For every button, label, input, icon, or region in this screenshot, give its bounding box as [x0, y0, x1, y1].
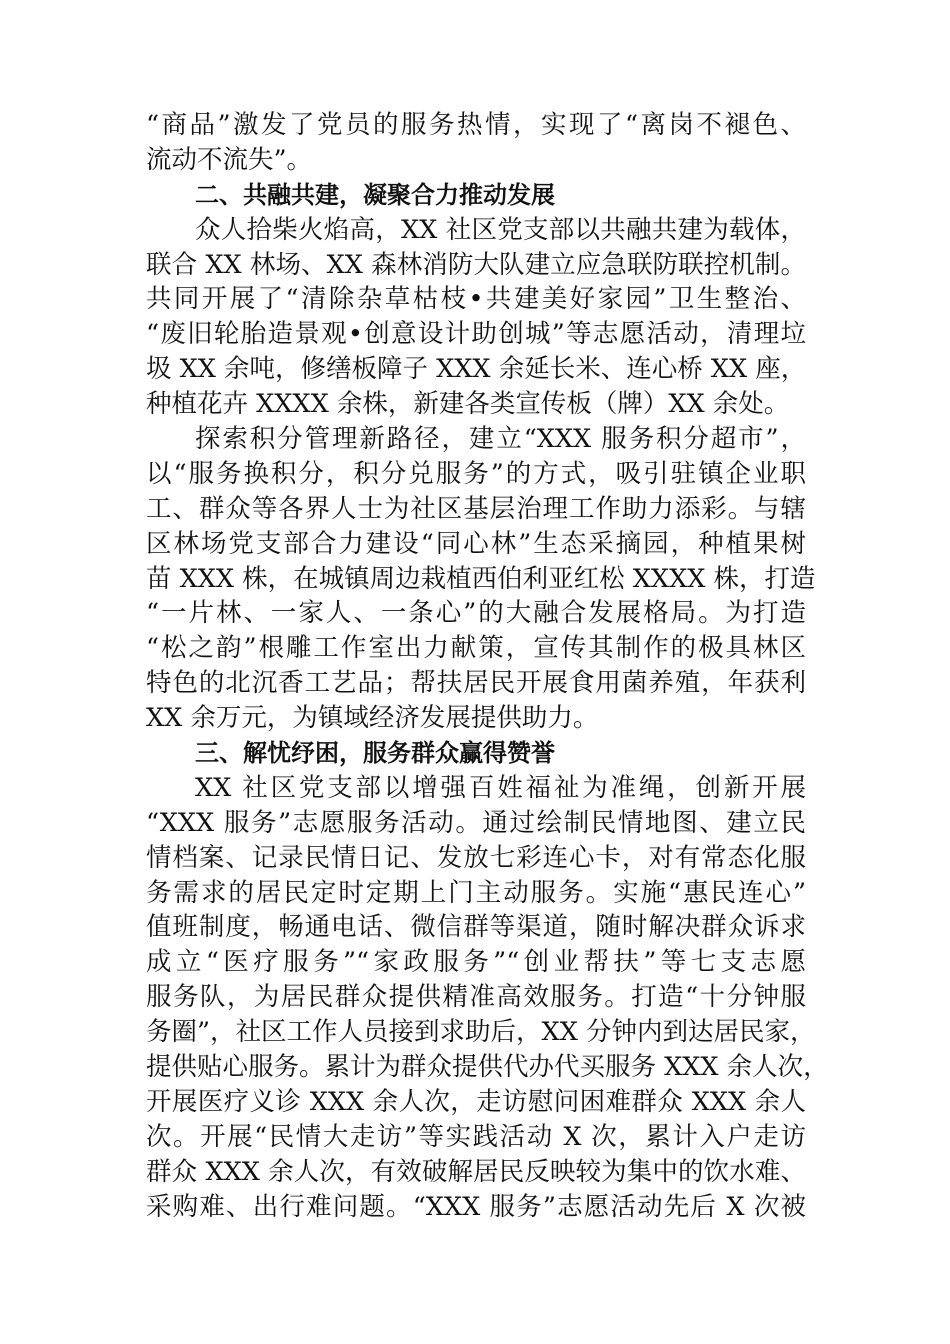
body-line: 共同开展了“清除杂草枯枝•共建美好家园”卫生整治、	[146, 284, 806, 315]
body-line: “一片林、一家人、一条心”的大融合发展格局。为打造	[146, 598, 806, 629]
body-line: 群众 XXX 余人次，有效破解居民反映较为集中的饮水难、	[146, 1156, 806, 1187]
body-line: “商品”激发了党员的服务热情，实现了“离岗不褪色、	[146, 110, 806, 140]
body-line: XX 社区党支部以增强百姓福祉为准绳，创新开展	[195, 772, 806, 803]
body-line: 种植花卉 XXXX 余株，新建各类宣传板（牌）XX 余处。	[146, 389, 790, 420]
body-line: 联合 XX 林场、XX 森林消防大队建立应急联防联控机制。	[146, 249, 806, 280]
body-line: 流动不流失”。	[146, 144, 313, 175]
body-line: 提供贴心服务。累计为群众提供代办代买服务 XXX 余人次，	[146, 1052, 829, 1083]
body-line: 情档案、记录民情日记、发放七彩连心卡，对有常态化服	[146, 842, 806, 873]
body-line: “松之韵”根雕工作室出力献策，宣传其制作的极具林区	[146, 633, 806, 664]
body-line: “废旧轮胎造景观•创意设计助创城”等志愿活动，清理垃	[146, 319, 806, 350]
section-heading: 三、解忧纾困，服务群众赢得赞誉	[195, 739, 555, 768]
body-line: “XXX 服务”志愿服务活动。通过绘制民情地图、建立民	[146, 807, 806, 838]
body-line: 成立“医疗服务”“家政服务”“创业帮扶”等七支志愿	[146, 947, 806, 978]
body-line: 务需求的居民定时定期上门主动服务。实施“惠民连心”	[146, 877, 806, 908]
body-line: 以“服务换积分，积分兑服务”的方式，吸引驻镇企业职	[146, 458, 806, 489]
body-line: 苗 XXX 株，在城镇周边栽植西伯利亚红松 XXXX 株，打造	[146, 563, 816, 594]
body-line: 次。开展“民情大走访”等实践活动 X 次，累计入户走访	[146, 1121, 806, 1152]
body-line: 探索积分管理新路径，建立“XXX 服务积分超市”，	[195, 424, 806, 455]
body-line: 采购难、出行难问题。“XXX 服务”志愿活动先后 X 次被	[146, 1191, 806, 1222]
section-heading: 二、共融共建，凝聚合力推动发展	[195, 180, 555, 209]
document-body	[146, 108, 829, 1225]
body-line: 区林场党支部合力建设“同心林”生态采摘园，种植果树	[146, 528, 806, 559]
body-line: 圾 XX 余吨，修缮板障子 XXX 余延长米、连心桥 XX 座，	[146, 354, 807, 385]
body-line: 服务队，为居民群众提供精准高效服务。打造“十分钟服	[146, 982, 806, 1013]
body-line: 值班制度，畅通电话、微信群等渠道，随时解决群众诉求	[146, 912, 806, 943]
body-line: XX 余万元，为镇域经济发展提供助力。	[146, 703, 599, 734]
body-line: 众人拾柴火焰高，XX 社区党支部以共融共建为载体，	[195, 214, 806, 245]
body-line: 工、群众等各界人士为社区基层治理工作助力添彩。与辖	[146, 493, 806, 524]
body-line: 特色的北沉香工艺品；帮扶居民开展食用菌养殖，年获利	[146, 668, 806, 699]
body-line: 开展医疗义诊 XXX 余人次，走访慰问困难群众 XXX 余人	[146, 1086, 806, 1117]
body-line: 务圈”，社区工作人员接到求助后，XX 分钟内到达居民家，	[146, 1017, 816, 1048]
